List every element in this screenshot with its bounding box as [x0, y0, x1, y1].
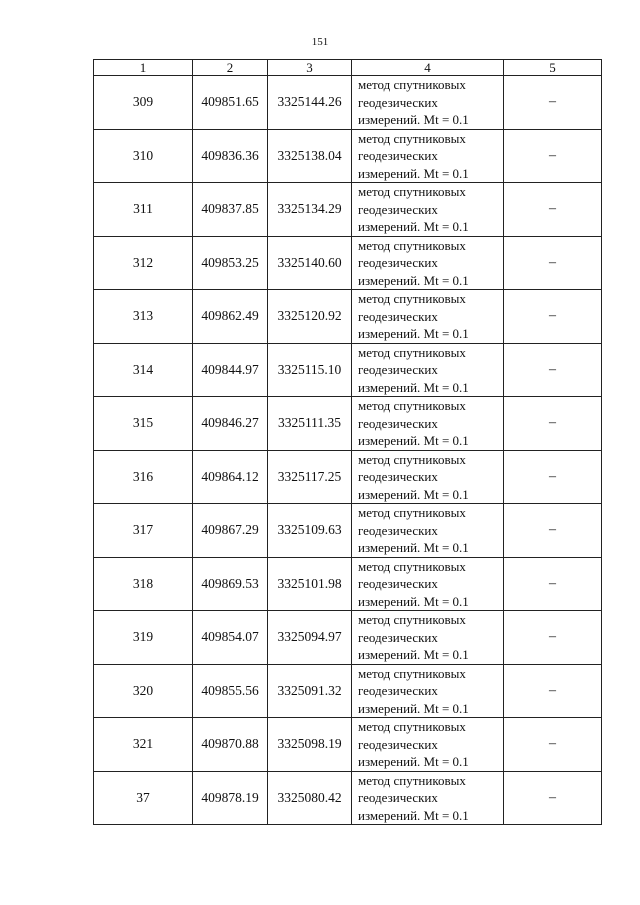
- method-line: геодезических: [358, 415, 438, 431]
- y-coordinate-cell: 3325134.29: [268, 183, 352, 237]
- table-header-row: [94, 60, 602, 76]
- method-line: измерений. Mt = 0.1: [358, 165, 469, 181]
- note-cell: –: [504, 290, 602, 344]
- point-number-cell: 316: [94, 450, 193, 504]
- table-row: [94, 664, 602, 718]
- method-line: метод спутниковых: [358, 130, 466, 146]
- method-line: геодезических: [358, 255, 438, 270]
- point-number-cell: 320: [94, 664, 193, 718]
- method-line: измерений. Mt = 0.1: [358, 326, 469, 341]
- x-coordinate-cell: 409836.36: [193, 129, 268, 183]
- y-coordinate-cell: 3325098.19: [268, 718, 352, 772]
- x-coordinate-cell: 409878.19: [193, 771, 268, 825]
- x-coordinate-cell: 409864.12: [193, 450, 268, 504]
- point-number-cell: 312: [94, 236, 193, 290]
- point-number-cell: 319: [94, 611, 193, 665]
- note-cell: –: [504, 397, 602, 451]
- table-row: [94, 183, 602, 237]
- column-header-1: 1: [94, 60, 193, 76]
- method-line: метод спутниковых: [358, 237, 466, 253]
- point-number-cell: 309: [94, 76, 193, 130]
- y-coordinate-cell: 3325080.42: [268, 771, 352, 825]
- point-number-cell: 313: [94, 290, 193, 344]
- method-line: метод спутниковых: [358, 719, 466, 734]
- method-cell: [352, 718, 504, 772]
- x-coordinate-cell: 409851.65: [193, 76, 268, 130]
- method-line: измерений. Mt = 0.1: [358, 112, 469, 127]
- x-coordinate-cell: 409854.07: [193, 611, 268, 665]
- method-cell: [352, 664, 504, 718]
- y-coordinate-cell: 3325094.97: [268, 611, 352, 665]
- note-cell: –: [504, 718, 602, 772]
- table-row: [94, 504, 602, 558]
- method-cell: [352, 557, 504, 611]
- y-coordinate-cell: 3325091.32: [268, 664, 352, 718]
- note-cell: –: [504, 450, 602, 504]
- point-number-cell: 37: [94, 771, 193, 825]
- x-coordinate-cell: 409837.85: [193, 183, 268, 237]
- method-line: измерений. Mt = 0.1: [358, 272, 469, 288]
- y-coordinate-cell: 3325101.98: [268, 557, 352, 611]
- table-row: [94, 343, 602, 397]
- note-cell: –: [504, 236, 602, 290]
- method-cell: [352, 611, 504, 665]
- note-cell: –: [504, 504, 602, 558]
- table-row: [94, 236, 602, 290]
- method-line: метод спутниковых: [358, 291, 466, 306]
- method-line: геодезических: [358, 576, 438, 591]
- method-line: измерений. Mt = 0.1: [358, 433, 469, 448]
- coordinates-table: [93, 59, 602, 825]
- method-cell: [352, 290, 504, 344]
- method-cell: [352, 450, 504, 504]
- y-coordinate-cell: 3325138.04: [268, 129, 352, 183]
- column-header-4: 4: [352, 60, 504, 76]
- point-number-cell: 315: [94, 397, 193, 451]
- y-coordinate-cell: 3325120.92: [268, 290, 352, 344]
- method-line: геодезических: [358, 308, 438, 324]
- y-coordinate-cell: 3325111.35: [268, 397, 352, 451]
- point-number-cell: 317: [94, 504, 193, 558]
- x-coordinate-cell: 409867.29: [193, 504, 268, 558]
- method-cell: [352, 236, 504, 290]
- method-line: метод спутниковых: [358, 558, 466, 574]
- method-line: метод спутниковых: [358, 665, 466, 681]
- column-header-5: 5: [504, 60, 602, 76]
- point-number-cell: 318: [94, 557, 193, 611]
- table-body: [94, 76, 602, 825]
- method-line: геодезических: [358, 629, 438, 645]
- note-cell: –: [504, 129, 602, 183]
- method-line: измерений. Mt = 0.1: [358, 700, 469, 716]
- note-cell: –: [504, 771, 602, 825]
- column-header-2: 2: [193, 60, 268, 76]
- x-coordinate-cell: 409862.49: [193, 290, 268, 344]
- method-cell: [352, 129, 504, 183]
- x-coordinate-cell: 409855.56: [193, 664, 268, 718]
- table-row: [94, 450, 602, 504]
- method-line: геодезических: [358, 94, 438, 110]
- note-cell: –: [504, 611, 602, 665]
- x-coordinate-cell: 409844.97: [193, 343, 268, 397]
- method-line: метод спутниковых: [358, 505, 466, 520]
- point-number-cell: 310: [94, 129, 193, 183]
- point-number-cell: 311: [94, 183, 193, 237]
- column-header-3: 3: [268, 60, 352, 76]
- method-line: геодезических: [358, 201, 438, 217]
- point-number-cell: 314: [94, 343, 193, 397]
- method-cell: [352, 397, 504, 451]
- method-line: метод спутниковых: [358, 344, 466, 360]
- method-line: измерений. Mt = 0.1: [358, 219, 469, 234]
- method-line: метод спутниковых: [358, 77, 466, 92]
- table-row: [94, 557, 602, 611]
- note-cell: –: [504, 664, 602, 718]
- method-line: метод спутниковых: [358, 398, 466, 413]
- y-coordinate-cell: 3325144.26: [268, 76, 352, 130]
- table-row: [94, 76, 602, 130]
- y-coordinate-cell: 3325115.10: [268, 343, 352, 397]
- method-line: геодезических: [358, 469, 438, 484]
- x-coordinate-cell: 409869.53: [193, 557, 268, 611]
- table-row: [94, 611, 602, 665]
- method-line: измерений. Mt = 0.1: [358, 379, 469, 395]
- method-line: геодезических: [358, 736, 438, 752]
- y-coordinate-cell: 3325109.63: [268, 504, 352, 558]
- method-line: геодезических: [358, 683, 438, 698]
- x-coordinate-cell: 409846.27: [193, 397, 268, 451]
- method-line: измерений. Mt = 0.1: [358, 754, 469, 769]
- method-line: метод спутниковых: [358, 772, 466, 788]
- table-row: [94, 129, 602, 183]
- method-line: измерений. Mt = 0.1: [358, 486, 469, 502]
- x-coordinate-cell: 409853.25: [193, 236, 268, 290]
- note-cell: –: [504, 183, 602, 237]
- method-cell: [352, 504, 504, 558]
- table-row: [94, 397, 602, 451]
- method-line: геодезических: [358, 790, 438, 805]
- table-row: [94, 718, 602, 772]
- method-line: геодезических: [358, 522, 438, 538]
- point-number-cell: 321: [94, 718, 193, 772]
- note-cell: –: [504, 343, 602, 397]
- method-cell: [352, 183, 504, 237]
- method-line: геодезических: [358, 362, 438, 377]
- method-cell: [352, 343, 504, 397]
- method-line: измерений. Mt = 0.1: [358, 807, 469, 823]
- method-cell: [352, 771, 504, 825]
- method-cell: [352, 76, 504, 130]
- method-line: метод спутниковых: [358, 184, 466, 199]
- method-line: измерений. Mt = 0.1: [358, 647, 469, 662]
- method-line: метод спутниковых: [358, 451, 466, 467]
- method-line: измерений. Mt = 0.1: [358, 540, 469, 555]
- y-coordinate-cell: 3325140.60: [268, 236, 352, 290]
- method-line: геодезических: [358, 148, 438, 163]
- y-coordinate-cell: 3325117.25: [268, 450, 352, 504]
- table-row: [94, 771, 602, 825]
- note-cell: –: [504, 76, 602, 130]
- x-coordinate-cell: 409870.88: [193, 718, 268, 772]
- method-line: метод спутниковых: [358, 612, 466, 627]
- table-row: [94, 290, 602, 344]
- page-number: 151: [311, 36, 329, 48]
- method-line: измерений. Mt = 0.1: [358, 593, 469, 609]
- note-cell: –: [504, 557, 602, 611]
